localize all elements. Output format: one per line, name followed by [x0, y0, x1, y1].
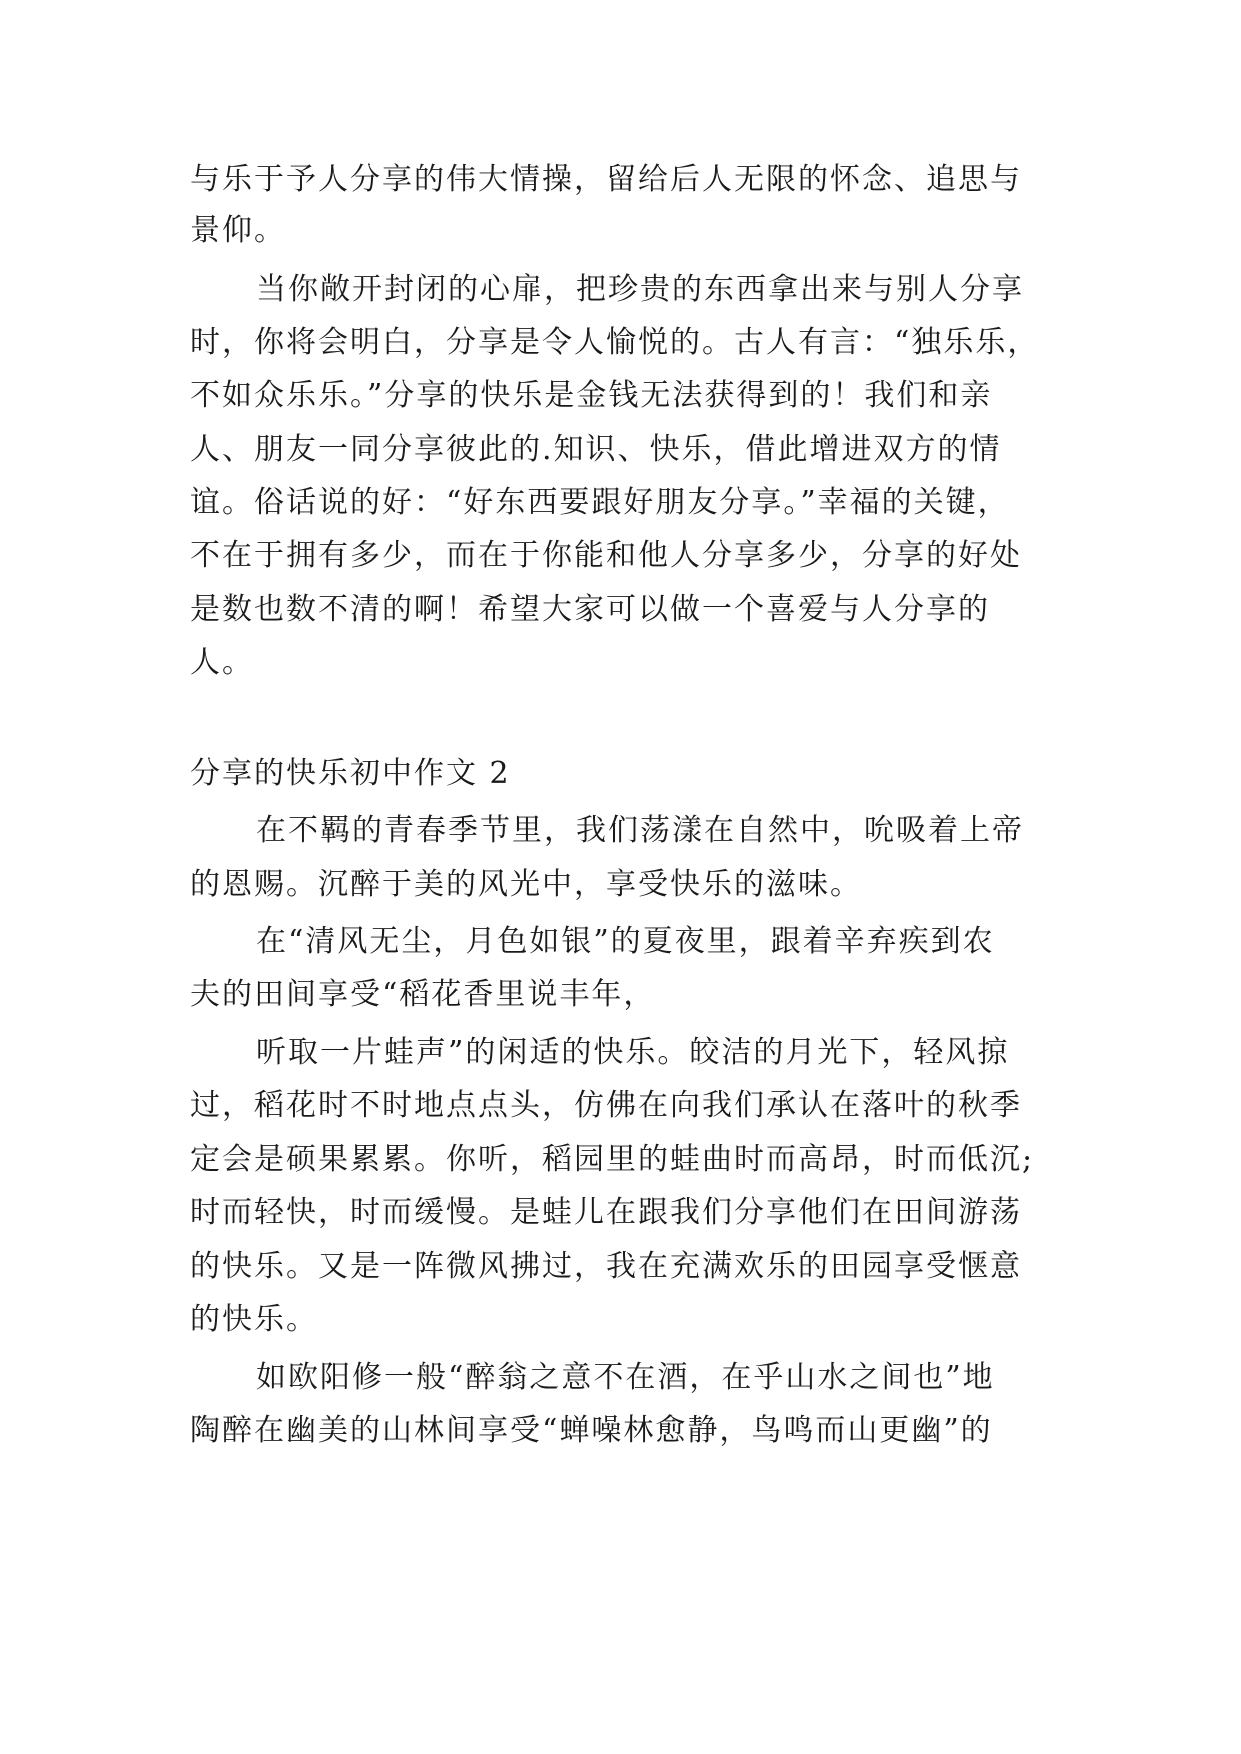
text-line: 定会是硕果累累。你听，稻园里的蛙曲时而高昂，时而低沉; — [190, 1142, 1035, 1177]
text-line: 的恩赐。沉醉于美的风光中，享受快乐的滋味。 — [190, 867, 862, 902]
paragraph-first-line: 听取一片蛙声”的闲适的快乐。皎洁的月光下，轻风掠 — [256, 1035, 1010, 1070]
text-line: 景仰。 — [190, 213, 286, 248]
text-line: 的快乐。又是一阵微风拂过，我在充满欢乐的田园享受惬意 — [190, 1249, 1022, 1284]
text-line: 的快乐。 — [190, 1302, 318, 1337]
text-line: 过，稻花时不时地点点头，仿佛在向我们承认在落叶的秋季 — [190, 1088, 1022, 1123]
paragraph-first-line: 如欧阳修一般“醉翁之意不在酒，在乎山水之间也”地 — [256, 1360, 995, 1395]
text-line: 与乐于予人分享的伟大情操，留给后人无限的怀念、追思与 — [190, 162, 1022, 197]
text-line: 人。 — [190, 645, 254, 680]
text-line: 时，你将会明白，分享是令人愉悦的。古人有言：“独乐乐， — [190, 325, 1040, 360]
paragraph-first-line: 当你敞开封闭的心扉，把珍贵的东西拿出来与别人分享 — [256, 272, 1024, 307]
text-line: 夫的田间享受“稻花香里说丰年， — [190, 977, 656, 1012]
paragraph-first-line: 在“清风无尘，月色如银”的夏夜里，跟着辛弃疾到农 — [256, 924, 995, 959]
text-line: 陶醉在幽美的山林间享受“蝉噪林愈静，鸟鸣而山更幽”的 — [190, 1413, 993, 1448]
section-heading: 分享的快乐初中作文 2 — [190, 756, 511, 791]
text-line: 不如众乐乐。”分享的快乐是金钱无法获得到的！我们和亲 — [190, 378, 993, 413]
text-line: 是数也数不清的啊！希望大家可以做一个喜爱与人分享的 — [190, 592, 990, 627]
text-line: 时而轻快，时而缓慢。是蛙儿在跟我们分享他们在田间游荡 — [190, 1195, 1022, 1230]
text-line: 人、朋友一同分享彼此的.知识、快乐，借此增进双方的情 — [190, 432, 1002, 467]
text-line: 谊。俗话说的好：“好东西要跟好朋友分享。”幸福的关键， — [190, 485, 1010, 520]
text-line: 不在于拥有多少，而在于你能和他人分享多少，分享的好处 — [190, 538, 1022, 573]
paragraph-first-line: 在不羁的青春季节里，我们荡漾在自然中，吮吸着上帝 — [256, 813, 1024, 848]
